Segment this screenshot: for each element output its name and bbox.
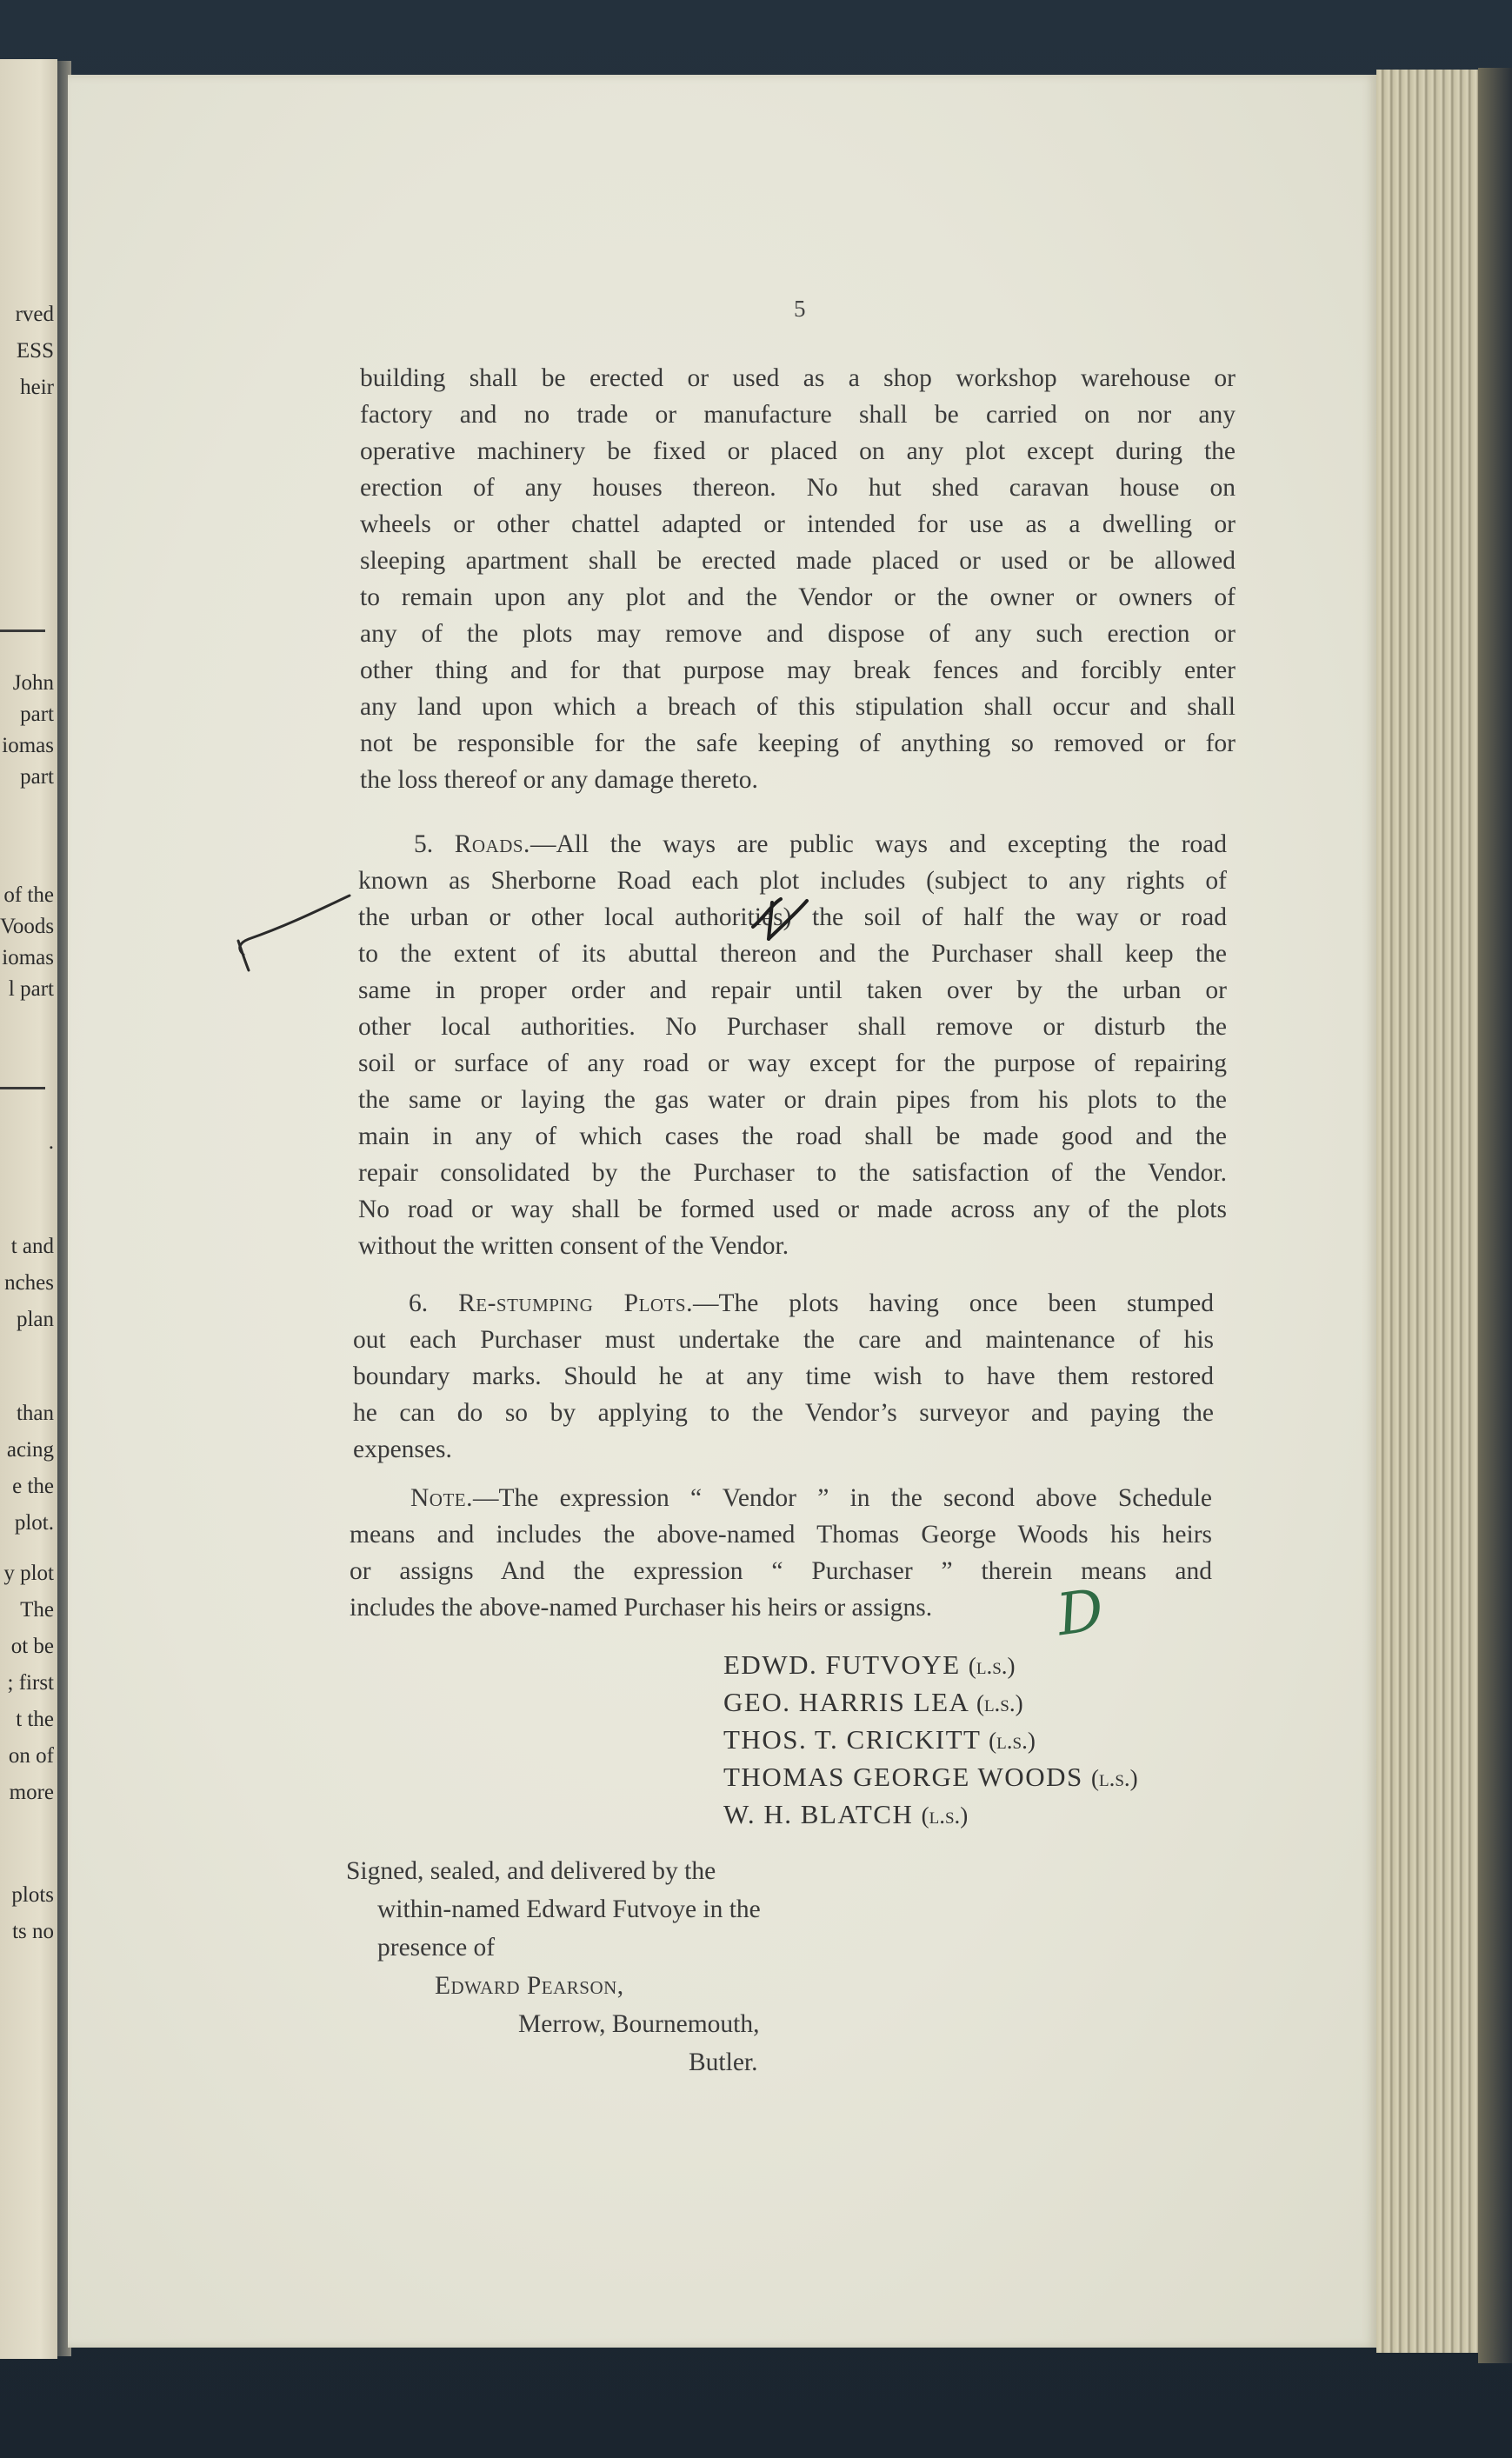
seal-mark: (l.s.)	[976, 1690, 1023, 1716]
left-page-text-fragment: The	[20, 1598, 54, 1622]
left-page-text-fragment: iomas	[2, 946, 54, 969]
left-page-text-fragment: part	[20, 765, 54, 789]
witness-address: Merrow, Bournemouth,	[518, 2010, 760, 2038]
seal-mark: (l.s.)	[921, 1802, 969, 1829]
left-facing-page	[0, 59, 57, 2359]
signatory-name: EDWD. FUTVOYE	[723, 1649, 961, 1680]
text-line: he can do so by applying to the Vendor’s surveyor and paying the	[353, 1399, 1214, 1427]
text-line: main in any of which cases the road shall be made good and the	[358, 1122, 1227, 1150]
signature-block	[723, 1647, 1138, 1834]
left-page-text-fragment: ts no	[12, 1920, 54, 1943]
left-page-text-fragment: ot be	[10, 1635, 54, 1658]
page-number: 5	[794, 296, 806, 322]
left-page-rule	[0, 629, 45, 632]
left-page-text-fragment: Voods	[0, 915, 55, 938]
pencil-tick-mark-icon	[228, 890, 358, 977]
text-line: any land upon which a breach of this stipulation shall occur and shall	[360, 693, 1236, 721]
seal-mark: (l.s.)	[1090, 1765, 1138, 1791]
signature-line	[723, 1647, 1138, 1684]
text-line: without the written consent of the Vendor.	[358, 1232, 789, 1260]
section-number: 6.	[409, 1289, 429, 1317]
signature-line	[723, 1759, 1138, 1796]
left-page-text-fragment: iomas	[2, 734, 54, 757]
paragraph-re-stumping	[353, 1285, 1214, 1468]
text-line: same in proper order and repair until taken over by the urban or	[358, 976, 1227, 1004]
left-page-rule	[0, 1087, 45, 1089]
paragraph-building-restrictions	[360, 360, 1236, 798]
left-page-text-fragment: ; first	[7, 1671, 54, 1695]
ink-caret-mark-icon	[746, 892, 816, 953]
text-line: building shall be erected or used as a shop workshop warehouse or	[360, 364, 1236, 392]
witness-line: presence of	[377, 1934, 496, 1962]
left-page-text-fragment: of the	[3, 883, 54, 907]
left-page-text-fragment: plan	[16, 1308, 54, 1331]
text-line: out each Purchaser must undertake the care and maintenance of his	[353, 1326, 1214, 1354]
text-line: means and includes the above-named Thomas George Woods his heirs	[350, 1521, 1212, 1549]
section-heading: Roads.	[454, 830, 530, 858]
green-handwritten-initial: D	[1052, 1575, 1109, 1649]
text-line: the same or laying the gas water or drain pipes from his plots to the	[358, 1086, 1227, 1114]
left-page-text-fragment: heir	[20, 376, 54, 399]
left-page-text-fragment: more	[9, 1781, 54, 1804]
section-first-line-text: —All the ways are public ways and excepting the road	[530, 830, 1228, 858]
text-line: known as Sherborne Road each plot includes (subject to any rights of	[358, 867, 1227, 895]
witness-line: Signed, sealed, and delivered by the	[346, 1857, 716, 1885]
text-line: the loss thereof or any damage thereto.	[360, 766, 758, 794]
text-line: to the extent of its abuttal thereon and the Purchaser shall keep the	[358, 940, 1227, 968]
text-line: other local authorities. No Purchaser shall remove or disturb the	[358, 1013, 1227, 1041]
text-line: the urban or other local authorities) the soil of half the way or road	[358, 903, 1227, 931]
signature-line	[723, 1722, 1138, 1759]
signatory-name: THOS. T. CRICKITT	[723, 1724, 981, 1755]
signature-line	[723, 1796, 1138, 1834]
section-number: 5.	[414, 830, 434, 858]
section-first-line-text: —The plots having once been stumped	[692, 1289, 1214, 1317]
text-line: expenses.	[353, 1435, 452, 1463]
left-page-text-fragment: t the	[16, 1708, 54, 1731]
witness-name: Edward Pearson,	[435, 1972, 624, 2000]
section-heading: Re-stumping Plots.	[458, 1289, 693, 1317]
witness-occupation: Butler.	[689, 2048, 758, 2076]
text-line: other thing and for that purpose may break fences and forcibly enter	[360, 656, 1236, 684]
left-page-text-fragment: acing	[6, 1438, 54, 1462]
signature-line	[723, 1684, 1138, 1722]
left-page-text-fragment: t and	[10, 1235, 54, 1258]
note-first-line-text: —The expression “ Vendor ” in the second above Schedule	[473, 1484, 1212, 1512]
witness-block	[346, 1852, 761, 2082]
witness-line: within-named Edward Futvoye in the	[377, 1895, 761, 1923]
left-page-text-fragment: rved	[15, 303, 54, 326]
seal-mark: (l.s.)	[968, 1653, 1016, 1679]
left-page-text-fragment: plot.	[14, 1511, 54, 1535]
left-page-text-fragment: part	[20, 703, 54, 726]
page-edges	[1376, 70, 1481, 2353]
left-page-text-fragment: ESS	[16, 339, 54, 363]
text-line: operative machinery be fixed or placed on any plot except during the	[360, 437, 1236, 465]
text-line: any of the plots may remove and dispose of any such erection or	[360, 620, 1236, 648]
left-page-text-fragment: than	[16, 1402, 54, 1425]
text-line: No road or way shall be formed used or made across any of the plots	[358, 1196, 1227, 1223]
text-line: includes the above-named Purchaser his heirs or assigns.	[350, 1594, 933, 1622]
signatory-name: W. H. BLATCH	[723, 1799, 914, 1829]
left-page-text-fragment: l part	[8, 977, 54, 1001]
text-line: not be responsible for the safe keeping of anything so removed or for	[360, 729, 1236, 757]
text-line: boundary marks. Should he at any time wish to have them restored	[353, 1362, 1214, 1390]
text-line: factory and no trade or manufacture shall be carried on nor any	[360, 401, 1236, 429]
signatory-name: GEO. HARRIS LEA	[723, 1687, 969, 1717]
left-page-text-fragment: plots	[11, 1883, 54, 1907]
seal-mark: (l.s.)	[989, 1728, 1036, 1754]
text-line: wheels or other chattel adapted or intended for use as a dwelling or	[360, 510, 1236, 538]
signatory-name: THOMAS GEORGE WOODS	[723, 1762, 1083, 1792]
text-line: sleeping apartment shall be erected made placed or used or be allowed	[360, 547, 1236, 575]
text-line: or assigns And the expression “ Purchaser ” therein means and	[350, 1557, 1212, 1585]
left-page-text-fragment: y plot	[3, 1562, 54, 1585]
section-first-line	[358, 826, 1227, 863]
cover-edge	[1478, 68, 1512, 2363]
text-line: erection of any houses thereon. No hut shed caravan house on	[360, 474, 1236, 502]
note-heading: Note.	[410, 1484, 473, 1512]
left-page-text-fragment: John	[12, 671, 54, 695]
text-line: repair consolidated by the Purchaser to the satisfaction of the Vendor.	[358, 1159, 1227, 1187]
left-page-text-fragment: nches	[4, 1271, 54, 1295]
text-line: soil or surface of any road or way except for the purpose of repairing	[358, 1049, 1227, 1077]
left-page-text-fragment: on of	[8, 1744, 54, 1768]
left-page-text-fragment: .	[48, 1130, 54, 1154]
section-first-line	[353, 1285, 1214, 1322]
note-first-line	[350, 1480, 1212, 1516]
text-line: to remain upon any plot and the Vendor or the owner or owners of	[360, 583, 1236, 611]
left-page-text-fragment: e the	[12, 1475, 54, 1498]
